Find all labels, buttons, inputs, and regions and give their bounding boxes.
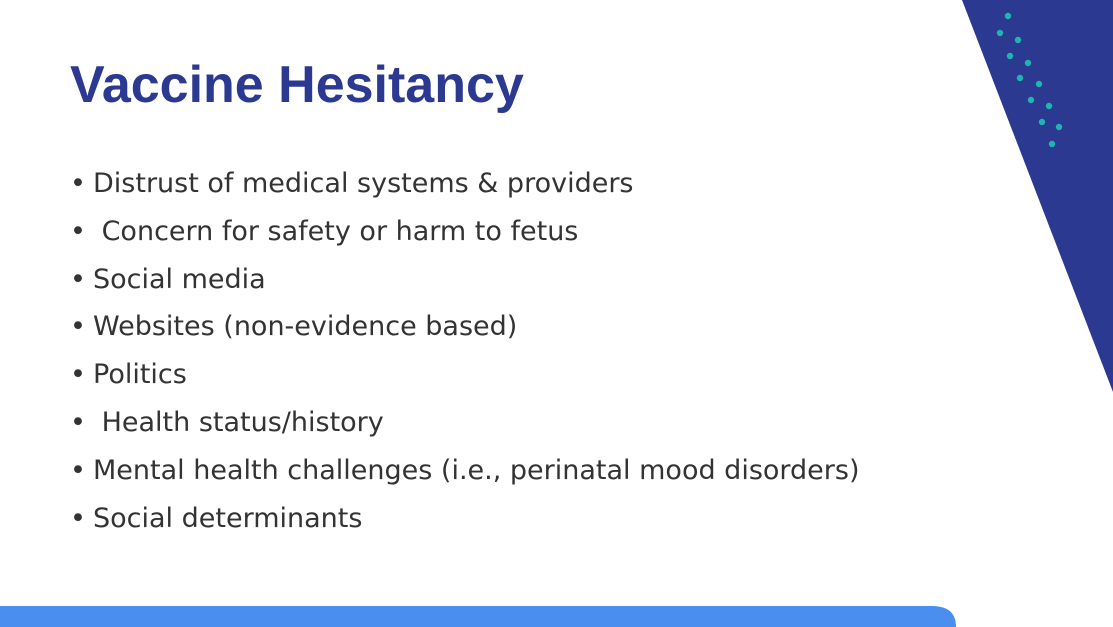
dot bbox=[1036, 81, 1042, 87]
list-item bbox=[70, 303, 859, 351]
bullet-text: Mental health challenges (i.e., perinatal mood disorders) bbox=[93, 454, 860, 486]
list-item bbox=[70, 399, 859, 447]
bullet-text: Websites (non-evidence based) bbox=[93, 311, 518, 343]
dot-pattern bbox=[997, 13, 1062, 147]
list-item bbox=[70, 208, 859, 256]
bullet-text: Health status/history bbox=[93, 406, 384, 438]
bullet-text: Concern for safety or harm to fetus bbox=[93, 215, 579, 247]
dot bbox=[1049, 141, 1055, 147]
bullet-text: Distrust of medical systems & providers bbox=[93, 168, 634, 199]
dot bbox=[1007, 53, 1013, 59]
list-item bbox=[70, 351, 859, 399]
dot bbox=[1005, 13, 1011, 19]
dot bbox=[1017, 75, 1023, 81]
dot bbox=[1056, 124, 1062, 130]
dot bbox=[1039, 119, 1045, 125]
bullet-icon: • bbox=[70, 168, 86, 199]
bullet-icon: • bbox=[70, 502, 86, 534]
list-item bbox=[70, 160, 859, 208]
bullet-icon: • bbox=[70, 311, 86, 343]
bullet-text: Social determinants bbox=[93, 502, 363, 534]
corner-triangle bbox=[962, 0, 1113, 392]
bullet-text: Politics bbox=[93, 359, 187, 391]
dot bbox=[1046, 103, 1052, 109]
bullet-icon: • bbox=[70, 454, 86, 486]
dot bbox=[1025, 60, 1031, 66]
dot bbox=[997, 30, 1003, 36]
slide-title: Vaccine Hesitancy bbox=[70, 56, 524, 114]
bullet-icon: • bbox=[70, 215, 86, 247]
list-item bbox=[70, 447, 859, 495]
list-item bbox=[70, 256, 859, 304]
bottom-bar bbox=[0, 606, 956, 627]
list-item bbox=[70, 495, 859, 543]
dot bbox=[1028, 97, 1034, 103]
dot bbox=[1015, 37, 1021, 43]
bullet-icon: • bbox=[70, 406, 86, 438]
bullet-icon: • bbox=[70, 263, 86, 295]
bullet-text: Social media bbox=[93, 263, 266, 295]
bullet-icon: • bbox=[70, 359, 86, 391]
bullet-list bbox=[70, 160, 859, 542]
